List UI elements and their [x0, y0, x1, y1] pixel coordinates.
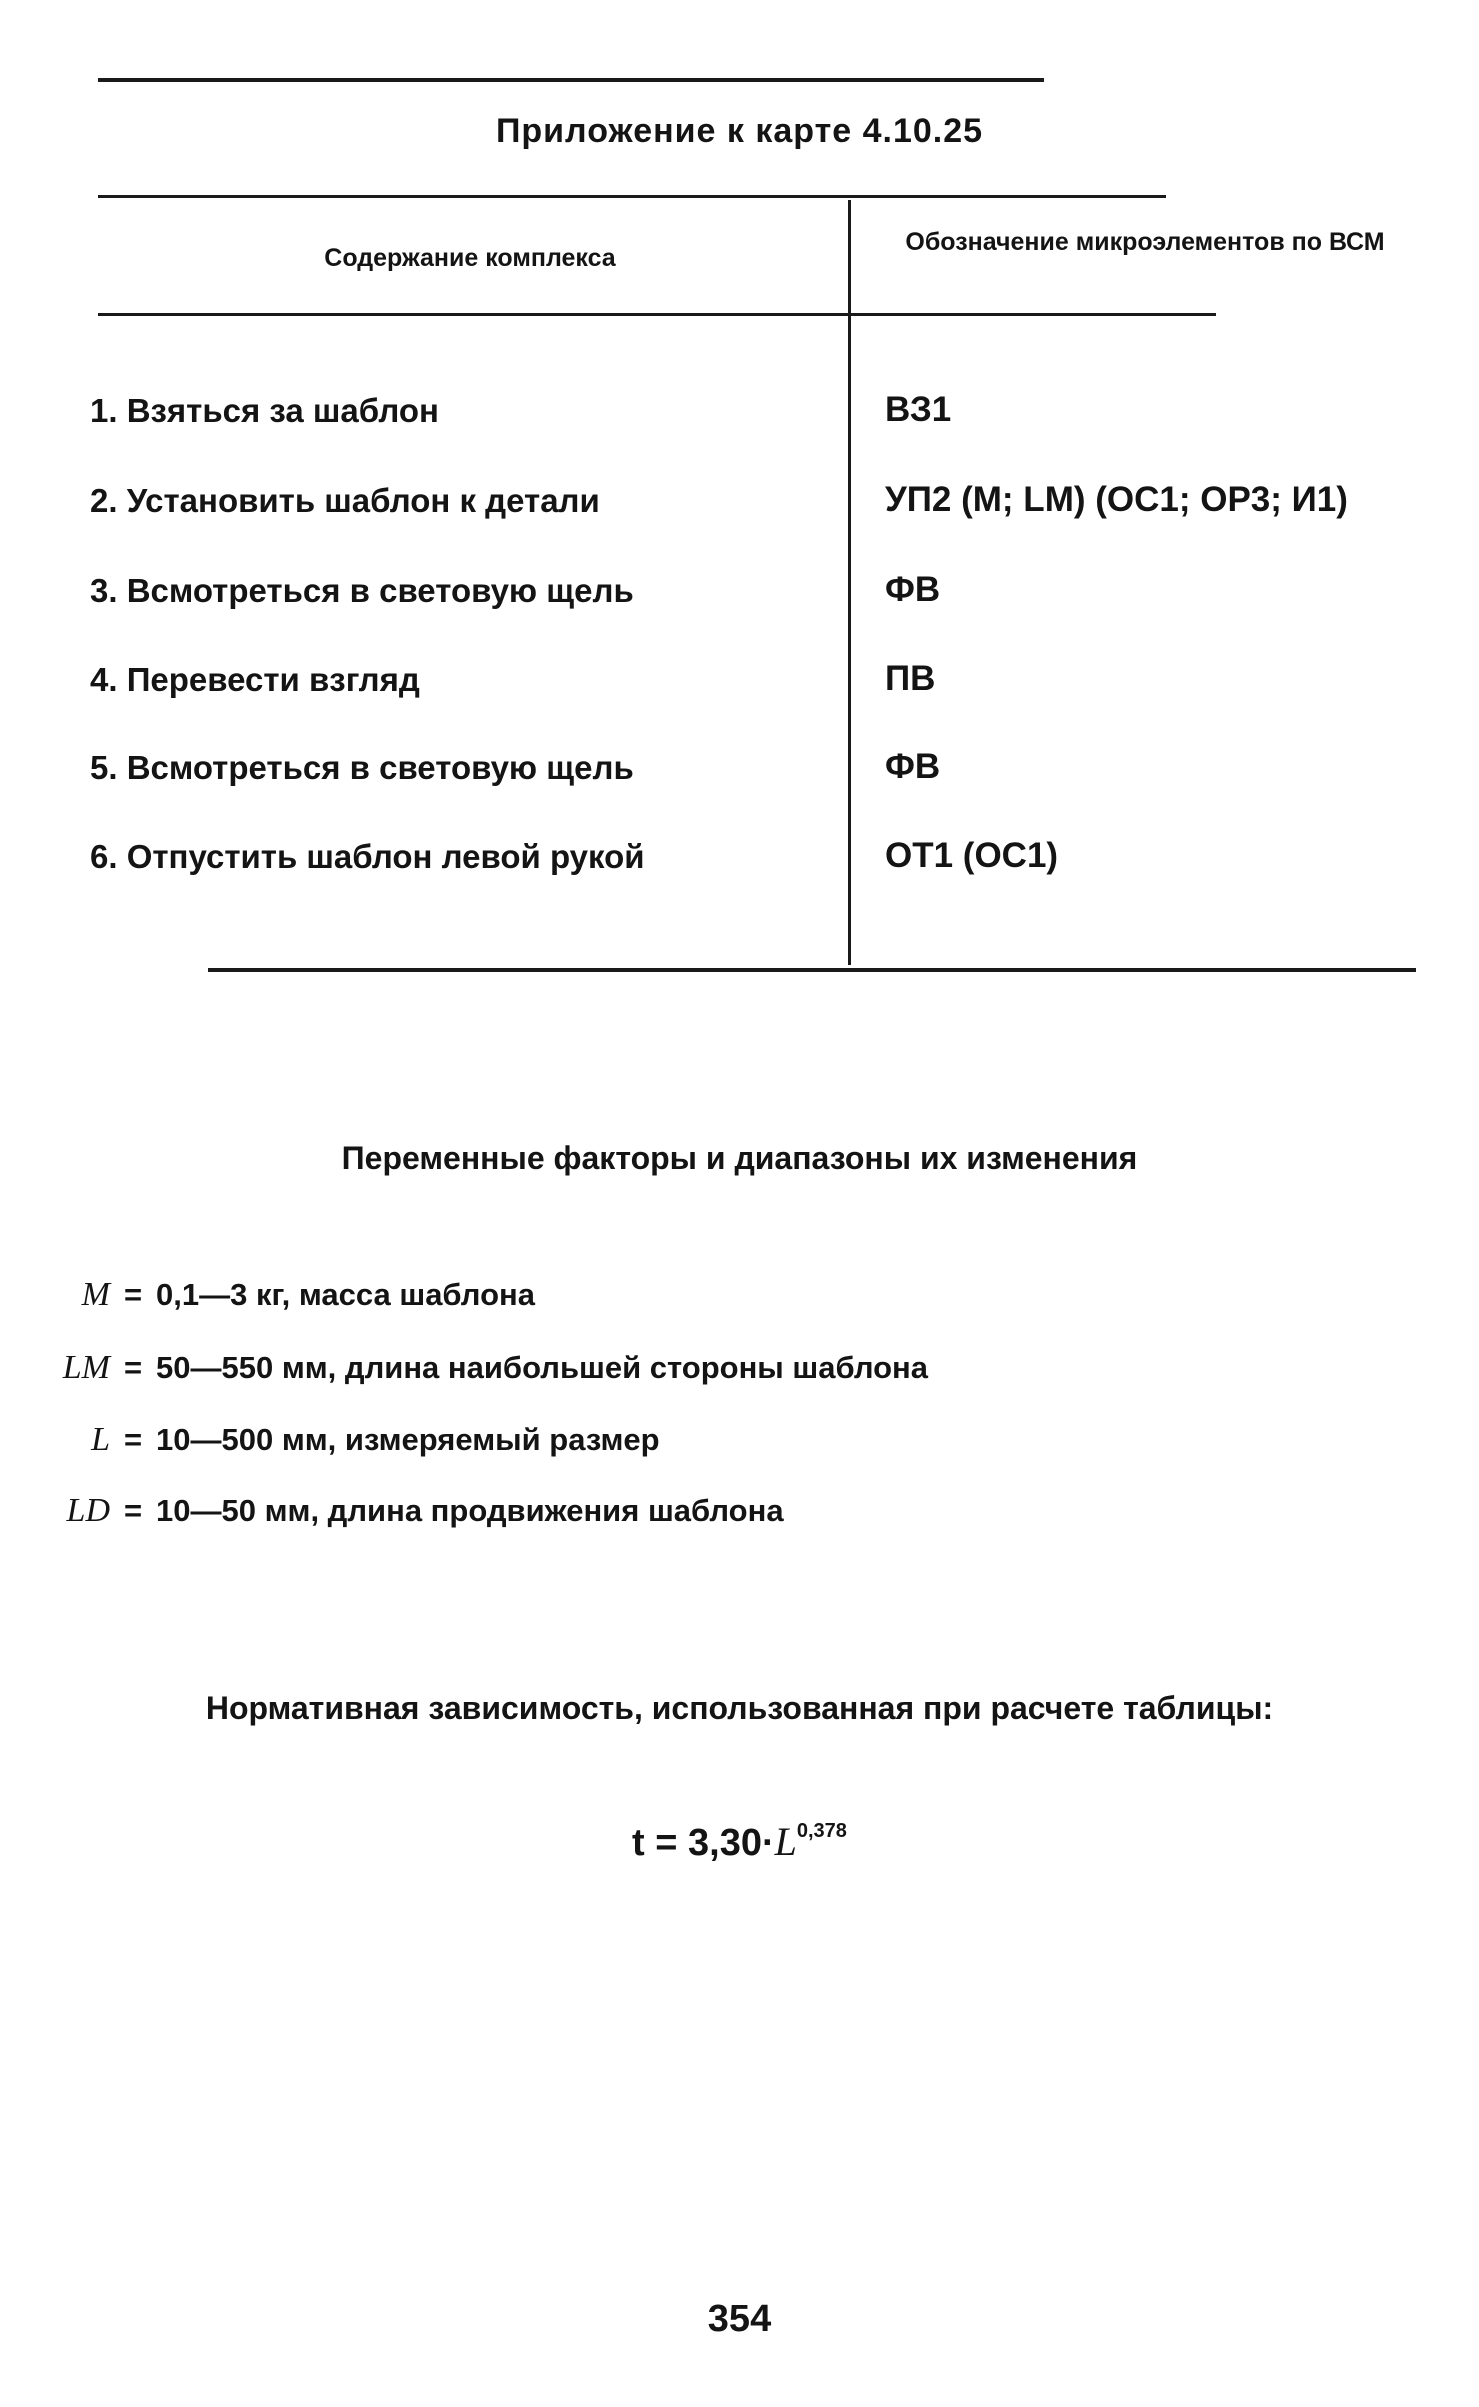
- table-column-divider: [848, 200, 851, 965]
- factor-text: 0,1—3 кг, масса шаблона: [156, 1277, 535, 1312]
- formula-lhs: t = 3,30·: [632, 1822, 775, 1864]
- table-bottom-rule: [208, 968, 1416, 972]
- table-row-code: ВЗ1: [885, 390, 952, 429]
- factor-row: [0, 1276, 535, 1314]
- table-row-text: 2. Установить шаблон к детали: [90, 482, 600, 519]
- table-header-top-rule: [98, 195, 1166, 198]
- table-row-code: ОТ1 (ОС1): [885, 836, 1059, 875]
- table-row-code: ФВ: [885, 747, 941, 786]
- factor-text: 50—550 мм, длина наибольшей стороны шаблона: [156, 1350, 929, 1385]
- table-row-text: 3. Всмотреться в световую щель: [90, 572, 634, 609]
- factor-equals: =: [123, 1493, 143, 1528]
- factor-equals: =: [123, 1422, 143, 1457]
- factor-symbol: M: [81, 1276, 110, 1313]
- table-row-code: ПВ: [885, 659, 936, 698]
- factor-text: 10—50 мм, длина продвижения шаблона: [156, 1493, 784, 1528]
- factor-symbol: LD: [66, 1492, 110, 1529]
- formula-exponent: 0,378: [796, 1820, 847, 1842]
- table-row-text: 4. Перевести взгляд: [90, 661, 420, 698]
- column-header-code: Обозначение микроэлементов по ВСМ: [905, 228, 1385, 256]
- factor-row: [0, 1421, 660, 1459]
- factor-row: [0, 1492, 784, 1530]
- table-header-bottom-rule: [98, 313, 1216, 316]
- column-header-content: Содержание комплекса: [324, 244, 616, 272]
- normative-title: Нормативная зависимость, использованная при расчете таблицы:: [205, 1690, 1274, 1726]
- table-row-code: ФВ: [885, 570, 941, 609]
- factor-equals: =: [123, 1277, 143, 1312]
- table-row-text: 5. Всмотреться в световую щель: [90, 749, 634, 786]
- factor-symbol: LM: [62, 1349, 110, 1386]
- appendix-title: Приложение к карте 4.10.25: [495, 112, 984, 150]
- factors-title: Переменные факторы и диапазоны их изменения: [341, 1140, 1138, 1176]
- top-rule: [98, 78, 1044, 82]
- page-number: 354: [707, 2298, 772, 2340]
- table-row-text: 1. Взяться за шаблон: [90, 392, 439, 429]
- formula: [0, 1818, 1479, 1865]
- table-row-code: УП2 (М; LМ) (ОС1; ОР3; И1): [885, 480, 1348, 519]
- factor-equals: =: [123, 1350, 143, 1385]
- factor-text: 10—500 мм, измеряемый размер: [156, 1422, 660, 1457]
- factor-symbol: L: [91, 1421, 110, 1458]
- table-row-text: 6. Отпустить шаблон левой рукой: [90, 838, 645, 875]
- factor-row: [0, 1349, 928, 1387]
- formula-variable: L: [774, 1819, 797, 1864]
